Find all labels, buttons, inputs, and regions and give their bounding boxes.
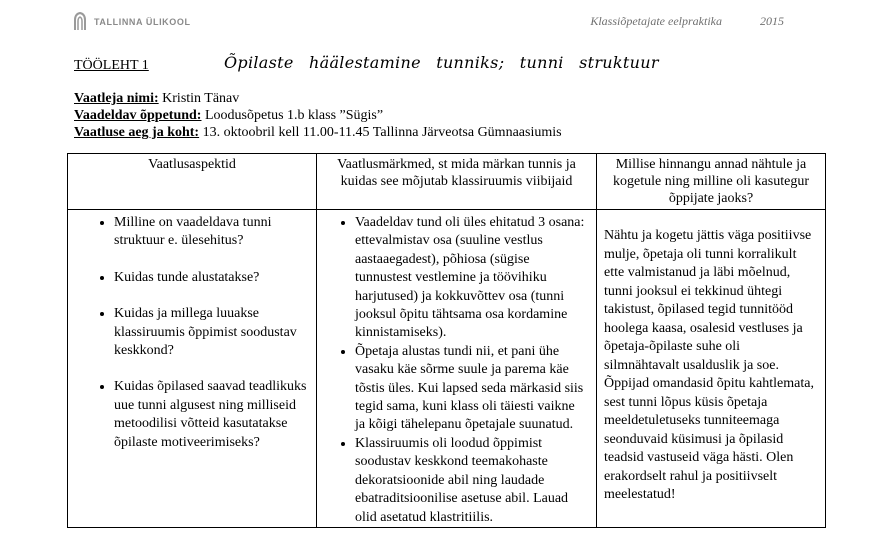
notes-cell — [317, 210, 597, 528]
lesson-value: Loodusõpetus 1.b klass ”Sügis” — [204, 108, 384, 123]
list-item: • Kuidas õpilased saavad teadlikuks uue tunni algusest ning milliseid metoodilisi võtteid kasutatakse õpilaste motiveerimiseks? — [114, 378, 316, 452]
logo-text: TALLINNA ÜLIKOOL — [94, 17, 191, 27]
header-course — [590, 14, 784, 29]
time-line — [74, 124, 562, 141]
notes-list — [317, 214, 588, 527]
table-row — [68, 210, 826, 528]
university-logo — [72, 12, 191, 32]
title-row — [74, 53, 774, 79]
aspects-cell — [68, 210, 317, 528]
list-item: • Kuidas ja millega luuakse klassiruumis õppimist soodustav keskkond? — [114, 305, 316, 360]
list-item: • Õpetaja alustas tundi nii, et pani ühe vasaku käe sõrme suule ja parema käe tõstis üles. Kui lapsed seda märkasid siis tegid sama, kuni klass oli täiesti vaikne ja kõigi tähelepanu õpetajale suunatud. — [355, 343, 588, 435]
aspects-list — [68, 214, 316, 452]
list-item: • Vaadeldav tund oli üles ehitatud 3 osana: ettevalmistav osa (suuline vestlus aastaaegadest), põhiosa (sügise tunnustest vestlemine ja töövihiku harjutused) ja kokkuvõttev osa (tunni jooksul õpitu tähtsama osa kordamine kinnistamiseks). — [355, 214, 588, 343]
observer-line — [74, 90, 562, 107]
lesson-label: Vaadeldav õppetund: — [74, 108, 202, 123]
course-year: 2015 — [760, 14, 784, 28]
course-name: Klassiõpetajate eelpraktika — [590, 14, 722, 28]
time-label: Vaatluse aeg ja koht: — [74, 125, 200, 140]
header-assessment: Millise hinnangu annad nähtule ja kogetule ning milline oli kasutegur õppijate jaoks? — [597, 154, 826, 210]
university-emblem-icon — [72, 12, 88, 32]
time-value: 13. oktoobril kell 11.00-11.45 Tallinna Järveotsa Gümnaasiumis — [202, 125, 562, 140]
assessment-cell — [597, 210, 826, 528]
page-header — [72, 10, 832, 38]
table-header-row — [68, 154, 826, 210]
lesson-line — [74, 107, 562, 124]
worksheet-title: Õpilaste häälestamine tunniks; tunni struktuur — [224, 53, 659, 72]
list-item: • Klassiruumis oli loodud õppimist soodustav keskkond teemakohaste dekoratsioonide abil ning laudade ebatraditsioonilise asetuse abil. Lauad olid asetatud klastritiilis. — [355, 435, 588, 527]
header-notes: Vaatlusmärkmed, st mida märkan tunnis ja kuidas see mõjutab klassiruumis viibijaid — [317, 154, 597, 210]
list-item: • Milline on vaadeldava tunni struktuur e. ülesehitus? — [114, 214, 316, 251]
header-aspects: Vaatlusaspektid — [68, 154, 317, 210]
list-item: • Kuidas tunde alustatakse? — [114, 269, 316, 287]
observer-label: Vaatleja nimi: — [74, 91, 159, 106]
observation-table — [67, 153, 826, 528]
observer-value: Kristin Tänav — [162, 91, 240, 106]
assessment-text: Nähtu ja kogetu jättis väga positiivse mulje, õpetaja oli tunni korralikult ette valmistanud ja läbi mõelnud, tunni jooksul ei tekkinud ühtegi takistust, õpilased tegid tunnitööd hoolega kaasa, osalesid vestluses ja õpetaja-õpilaste suhe oli silmnähtavalt usalduslik ja soe. Õppijad omandasid õpitu kahtlemata, sest tunni lõpus küsis õpetaja meeldetuletuseks tunniteemaga seonduvaid küsimusi ja õpilasid teadsid vastuseid väga hästi. Olen erakordselt rahul ja positiivselt meelestatud! — [604, 228, 814, 502]
observation-meta — [74, 90, 562, 141]
worksheet-label: TÖÖLEHT 1 — [74, 58, 149, 73]
